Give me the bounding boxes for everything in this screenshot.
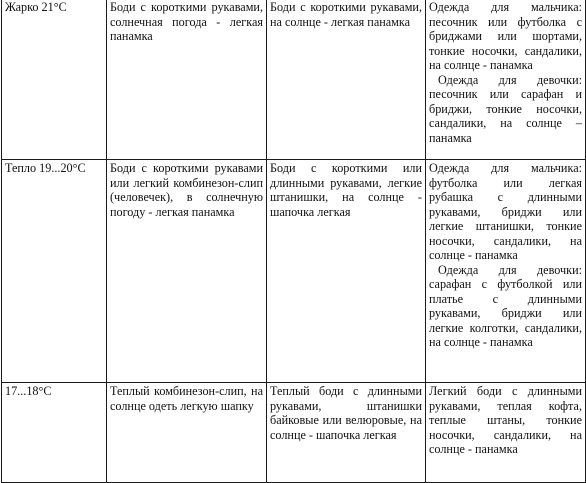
girl-clothing-text: Одежда для девочки: сарафан с футболкой или платье с длинными рукавами, бриджи или легкие колготки, сандалики, на солнце - панамка xyxy=(429,262,582,349)
toddler-clothing-cell: Боди с короткими или длинными рукавами, легкие штанишки, на солнце - шапочка легкая xyxy=(267,160,426,383)
clothing-table xyxy=(1,0,586,483)
infant-clothing-cell: Боди с короткими рукавами, солнечная погода - легкая панамка xyxy=(107,0,267,160)
child-clothing-text: Легкий боди с длинными рукавами, теплая кофта, теплые штаны, тонкие носочки, сандалики, на солнце - панамка xyxy=(429,384,582,456)
temperature-cell: Жарко 21°С xyxy=(2,0,107,160)
table-row-hot xyxy=(2,0,586,160)
boy-clothing-text: Одежда для мальчика: песочник или футболка с бриджами или шортами, тонкие носочки, сандалики, на солнце - панамка xyxy=(429,0,582,72)
child-clothing-cell xyxy=(426,383,586,483)
temperature-cell: Тепло 19...20°С xyxy=(2,160,107,383)
boy-clothing-text: Одежда для мальчика: футболка или легкая рубашка с длинными рукавами, бриджи или легкие штанишки, тонкие носочки, сандалики, на солнце - панамка xyxy=(429,161,582,262)
child-clothing-cell xyxy=(426,160,586,383)
infant-clothing-cell: Боди с короткими рукавами или легкий комбинезон-слип (человечек), в солнечную погоду - легкая панамка xyxy=(107,160,267,383)
table-row-warm xyxy=(2,160,586,383)
child-clothing-cell xyxy=(426,0,586,160)
toddler-clothing-cell: Теплый боди с длинными рукавами, штанишки байковые или велюровые, на солнце - шапочка легкая xyxy=(267,383,426,483)
toddler-clothing-cell: Боди с короткими рукавами, на солнце - легкая панамка xyxy=(267,0,426,160)
temperature-cell: 17...18°С xyxy=(2,383,107,483)
girl-clothing-text: Одежда для девочки: песочник или сарафан и бриджи, тонкие носочки, сандалики, на солнце – панамка xyxy=(429,72,582,145)
infant-clothing-cell: Теплый комбинезон-слип, на солнце одеть легкую шапку xyxy=(107,383,267,483)
table-row-cool xyxy=(2,383,586,483)
